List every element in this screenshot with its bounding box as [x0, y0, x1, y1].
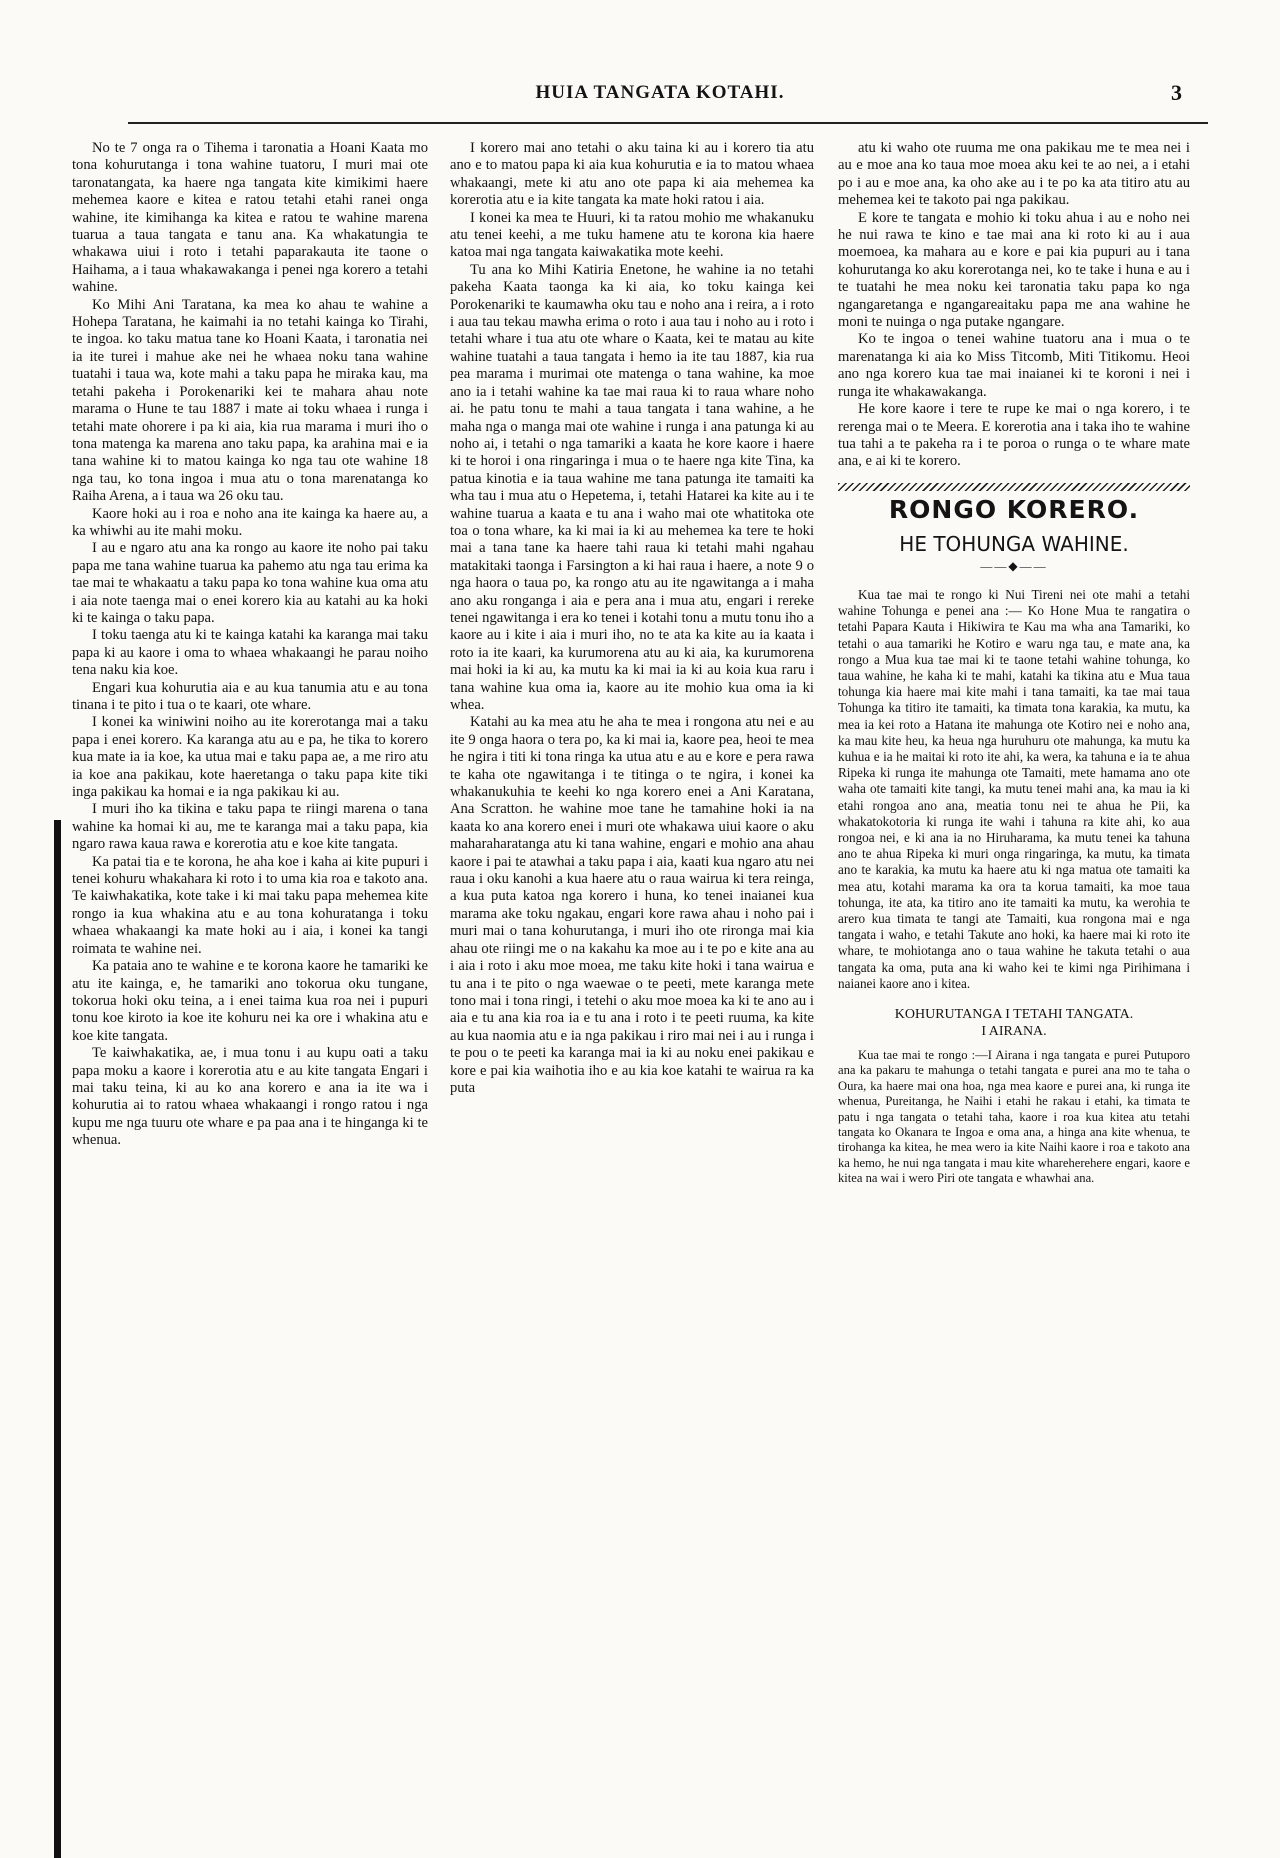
paragraph: Kaore hoki au i roa e noho ana ite kainga ka haere au, a ka whiwhi au ite mahi moku.: [72, 505, 428, 539]
paragraph: Tu ana ko Mihi Katiria Enetone, he wahine ia no tetahi pakeha Kaata taonga ka ki aia, ko toku kainga kei Porokenariki te kaumawha oku tau e noho ana i reira, a i roto i aua tau tekau mawha erima o roto i aua tau i noho au i roto i tetahi whare i tua atu ote whare o Kaata, kei te matau au kite wahine tuatahi a taua tangata i hemo ia ite tau 1887, kia rua pea marama i murimai ote matenga o tana wahine, ka moe ano ia i tetahi wahine ka tae mai raua ki to raua whare noho ai. he patu tonu te mahi a taua tangata i tana wahine, a he maha nga o manga mai ote wahine i runga i ana patunga ki au noho ai, i tetahi o nga tamariki a kaata he kore kaore i haere ki te horoi i ona ringaringa i mua o te haere nga kite Tina, ka patua kinotia e ia taua wahine me tana patunga ite tamaiti ka wha tau i mua atu o Hepetema, i, tetahi Hatarei ka kite au i te wahine tuarua a kaata e tu ana i waho mai ote whatitoka ote toa o tona whare, ka ki mai ia ki au mehemea ka tere te hoki mai a tana tane ka haere tahi raua ki tetahi mahi ngahau matakitaki taonga i Farsington a ki hai raua i haere, a note 9 o nga haora o taua po, ka rongo atu au ite ngawitanga a i maha ano aku ronganga i aia e pera ana i mua atu, engari i rereke tenei ngawitanga i era ko tenei i kotahi tonu a mutu tonu iho a kaore au i kite i aia i muri iho, no te ata ka kite au ia kaata i roto ia ite kaari, ka kurumorena atu au ki aia, ka kurumorena mai hoki ia ki au, ka mutu ka ki mai ia ki au koia kua raru i tana wahine kua oma ia, kaore au ite mohio kua oma ia ki whea.: [450, 261, 814, 713]
binding-edge: [54, 820, 61, 1858]
paragraph: No te 7 onga ra o Tihema i taronatia a Hoani Kaata mo tona kohurutanga i tona wahine tuatoru, I muri mai ote taronatangata, ka haere nga tangata kite kimikimi haere mehemea kaore e kitea e ratou tetahi etahi ranei onga wahine, ite kimihanga ka kitea e ratou te wahine marena tuarua a taua tangata e tanu ana. Ka whakatungia te whakawa uiui i roto i tetahi paparakauta ite taone o Haihama, a i taua whakawakanga i penei nga korero a tetahi wahine.: [72, 140, 428, 296]
paragraph: Ko Mihi Ani Taratana, ka mea ko ahau te wahine a Hohepa Taratana, he kaimahi ia no tetahi kainga ko Tirahi, te ingoa. ko taku matua tane ko Hoani Kaata, i taronatia nei ia ite turei i mahue ake nei he whaea noku tana wahine tuatahi i taua wa, kote mahi a taku papa he miraka kau, ma tetahi pakeha i Porokenariki kei te mahara ahau note marama o Hune te tau 1887 i mate ai toku whaea i runga i tetahi mate ohorere i pa ki aia, kia rua marama i muri iho o tona matenga ka marena ano taku papa, ka arahina mai e ia tana wahine ki to matou kainga ko nga tau ote wahine 18 nga tau, ko tona ingoa i mua atu o tona marenatanga ko Raiha Arena, a i taua wa 26 oku tau.: [72, 296, 428, 505]
paragraph: I konei ka mea te Huuri, ki ta ratou mohio me whakanuku atu tenei keehi, a me tuku hamene atu te korona kia haere katoa mai nga tangata kaiwakatika mote keehi.: [450, 209, 814, 261]
column-2: [450, 140, 814, 1830]
paragraph: atu ki waho ote ruuma me ona pakikau me te mea nei i au e moe ana ko taua moe moea aku kei te ao nei, a i etahi po i au e moe ana, ka oho ake au i te po ka ata titiro atu au mehemea kei te takoto pai nga pakikau.: [838, 140, 1190, 209]
header-rule: [128, 122, 1208, 124]
column-1: [72, 140, 428, 1830]
page-number: 3: [1171, 80, 1182, 105]
article-heading: HE TOHUNGA WAHINE.: [899, 532, 1129, 557]
paragraph: I muri iho ka tikina e taku papa te riingi marena o tana wahine ka homai ki au, me te karanga mai a taku papa, kia ngaro rawa kaua rawa e korerotia atu e koe kite tangata.: [72, 801, 428, 853]
paragraph: I toku taenga atu ki te kainga katahi ka karanga mai taku papa ki au kaore i oma to whaea whakaangi he parau noiho tena naku kia koe.: [72, 627, 428, 679]
article-body: [838, 587, 1190, 992]
section-heading: RONGO KORERO.: [888, 494, 1140, 524]
ornament-rule: ——◆——: [980, 558, 1048, 573]
paragraph: Ka pataia ano te wahine e te korona kaore he tamariki ke atu ite kainga, e, he tamariki ano tokorua oku tungane, tokorua hoki oku teina, a i enei taima kua roa nei i pupuri tonu koe kiroto ia koe ite kohuru nei ka ore i whakina atu e koe kite tangata.: [72, 958, 428, 1044]
paragraph: He kore kaore i tere te rupe ke mai o nga korero, i te rerenga mai o te Meera. E korerotia ana i taka iho te wahine tua tahi a te pakeha ra i te poroa o runga o te whare mate ana, e ai ki te korero.: [838, 401, 1190, 470]
paragraph: Katahi au ka mea atu he aha te mea i rongona atu nei e au ite 9 onga haora o tera po, ka ki mai ia, kaore pea, heoi te mea he ngira i titi ki tona ringa ka utua atu e au e kore e pera rawa te kaha ote ngawitanga i te titinga o te ngira, i konei ka whakanukuhia te keehi ko nga korero enei a Ani Karatana, Ana Scratton. he wahine moe tane he tamahine hoki ia na kaata ko ana korero enei i muri ote whakawa uiui kaore o aku maharaharatanga atu ki tana wahine, engari e mohio ana ahau kaore i pai te atawhai a taku papa i aia, kaati kua ngaro atu nei raua i oku kanohi a kua haere atu o raua wairua ki tera reinga, a kua puta katoa nga korero i huna, ko tenei inaianei kua marama ake toku ngakau, engari kore rawa ahau i noho pai i muri mai o tana kohurutanga, i muri iho ote rironga mai kia ahau ote riingi me o na kakahu ka moe au i te po e kite ana au i aia i roto i aku moe moea, me taku kite hoki i tana wairua e tu ana i te pito o nga waewae o te peeti, mete karanga mete tono mai i tona ringi, i tetehi o aku moe moea ka ki te ano au i aia e tu ana kia roa ia e tu ana i roto i te peeti ruuma, ka kite au kua naomia atu e ia nga pakikau i riro mai nei i au i runga i te pou o te peeti ka karanga mai ia ki au noku enei pakikau e kore e pai kia waihotia iho e au kia koe katahi te wairua ra ka puta: [450, 714, 814, 1096]
paragraph: I korero mai ano tetahi o aku taina ki au i korero tia atu ano e to matou papa ki aia kua kohurutia e ia to matou whaea whakaangi, mete ki atu ano ote papa ki aia mehemea ka korerotia atu e ia kite tangata ka mate hoki ratou i aia.: [450, 140, 814, 209]
paragraph: Ko te ingoa o tenei wahine tuatoru ana i mua o te marenatanga ki aia ko Miss Titcomb, Miti Titikomu. Heoi ano nga korero kua tae mai inaianei ki te koroni i nei i runga ite whakawakanga.: [838, 331, 1190, 400]
paragraph: Ka patai tia e te korona, he aha koe i kaha ai kite pupuri i tenei kohuru whakahara ki roto i to uma kia roa e takoto ana. Te kaiwhakatika, kote take i ki mai taku papa mehemea kite rongo ia kua whakina atu e au tona kohuratanga i toku whaea whakaangi ka mate hoki au i aia, i konei ka tangi roimata te wahine nei.: [72, 853, 428, 957]
paragraph: E kore te tangata e mohio ki toku ahua i au e noho nei he nui rawa te kino e tae mai ana ki roto ki au i aua moemoea, ka mahara au e kore e pai kia pupuri au i tana kohurutanga ko aku korerotanga nei, ko te take i huna e au i te tuatahi he mea noku kei taronatia taku papa ko nga ngangaretanga e ngangareaitaku papa me ana wahine he moni te nuinga o nga putake ngangare.: [838, 209, 1190, 331]
paragraph: Kua tae mai te rongo ki Nui Tireni nei ote mahi a tetahi wahine Tohunga e penei ana :— Ko Hone Mua te rangatira o tetahi Papara Kauta i Hikiwira te Kau ma wha ana Tamariki, ko tetahi o aua tamariki he Kotiro e waru nga tau, e mate ana, ka rongo a Mua kua tae mai ki te taone tetahi wahine tohunga, ko taua wahine, he kaha ki te mahi, katahi ka tikina atu e Mua taua tohunga kia haere mai kite mahi i tana tamaiti, ka tae mai taua Tohunga ka titiro ite tamaiti, ka timata tona karakia, ka mutu, ka mea ia kei roto a Hatana ite mahunga ote Kotiro nei e noho ana, ka mau kite heu, ka heua nga huruhuru ote mahunga, ka mutu ka kuhua e ia he maitai ki roto ite ahi, ka wera, ka tahuna e ia te ahua Ripeka ki runga ite mahunga ote Tamaiti, mete hamama ano ote waha ote tamaiti kite tangi, ka mutu tenei mahi ana, ka mau ia ki etahi rongoa ano ana, meatia tonu nei te ahua he Pii, ka whakatokotoria ki runga ite wahi i tahuna ra kite ahi, ko aua rongoa nei, e ki ana ia no Hiruharama, ka mutu tenei ka tahuna ano te ahua Ripeka ki muri onga ringaringa, ka mutu, ka timata ano te karakia, ka mutu ka haere atu ki nga matua ote tamaiti ka mea atu, kotahi marama ka ora ta korua tamaiti, ka moe taua tohunga, ite ata, ka titiro ano ite tamaiti ka mutu, ka werohia te arero kua timata te tangi ate Tamaiti, kua rongona mai e nga tangata i waho, e tetahi Takute ano hoki, ka haere mai ki roto ite whare, te mohiotanga ano o taua wahine he takuta tetahi o aua tangata ka oma, puta ana ki waho kei te kimi nga Pirihimana i naianei kaore ano i kitea.: [838, 586, 1190, 991]
paragraph: Kua tae mai te rongo :—I Airana i nga tangata e purei Putuporo ana ka pakaru te mahunga o tetahi tangata e purei ana mo te taha o Oura, ka haere mai ona hoa, nga mea kaore e purei ana, ki runga ite whenua, Pureitanga, he Naihi i etahi he rakau i etahi, ka timata te patu i nga tangata o tetahi taha, kaore i roa kua kitea atu tetahi tangata ko Okanara te Ingoa e oma ana, a hinga ana kite whenua, te tirohanga ka kitea, he mea wero ia kite Naihi kaore i roa e takoto ana ka hemo, he nui nga tangata i mau kite whareherehere engari, kaore e kitea na wai i wero Piri ote tangata e whawhai ana.: [838, 1048, 1190, 1186]
paragraph: Te kaiwhakatika, ae, i mua tonu i au kupu oati a taku papa moku a kaore i korerotia atu e au kite tangata Engari i mai taku teina, ki au ko ana korero e ana ia ite wa i kohurutia ai to ratou whaea whakaangi i rongo ratou i nga kupu me nga tuuru ote whare e pa paa ana i te hinganga ki te whenua.: [72, 1045, 428, 1149]
paragraph: Engari kua kohurutia aia e au kua tanumia atu e au tona tinana i te pito i tua o te kaari, ote whare.: [72, 679, 428, 713]
decorative-divider: [838, 483, 1190, 491]
paragraph: I au e ngaro atu ana ka rongo au kaore ite noho pai taku papa me tana wahine tuarua ka pahemo atu nga tau erima ka tae mai te whakaatu a taku papa ko tona wahine kua oma atu i aia note taenga mai o enei korero kia au katahi au ka hoki ki te kainga o taku papa.: [72, 540, 428, 626]
subheading: [838, 1006, 1190, 1040]
paragraph: I konei ka winiwini noiho au ite korerotanga mai a taku papa i enei korero. Ka karanga atu au e pa, he tika to korero kua mate ia ia koe, ka utua mai e taku papa ae, a me riro atu ia koe ana pakikau, kote haeretanga o taku papa kite tiki inga pakikau ka homai e ia nga pakikau ki au.: [72, 714, 428, 801]
subheading-line: I AIRANA.: [981, 1024, 1047, 1040]
newspaper-title: HUIA TANGATA KOTAHI.: [535, 82, 785, 103]
subheading-line: KOHURUTANGA I TETAHI TANGATA.: [894, 1007, 1134, 1023]
column-3: [838, 140, 1190, 1830]
article-body: [838, 1048, 1190, 1187]
page-header: [120, 78, 1200, 114]
